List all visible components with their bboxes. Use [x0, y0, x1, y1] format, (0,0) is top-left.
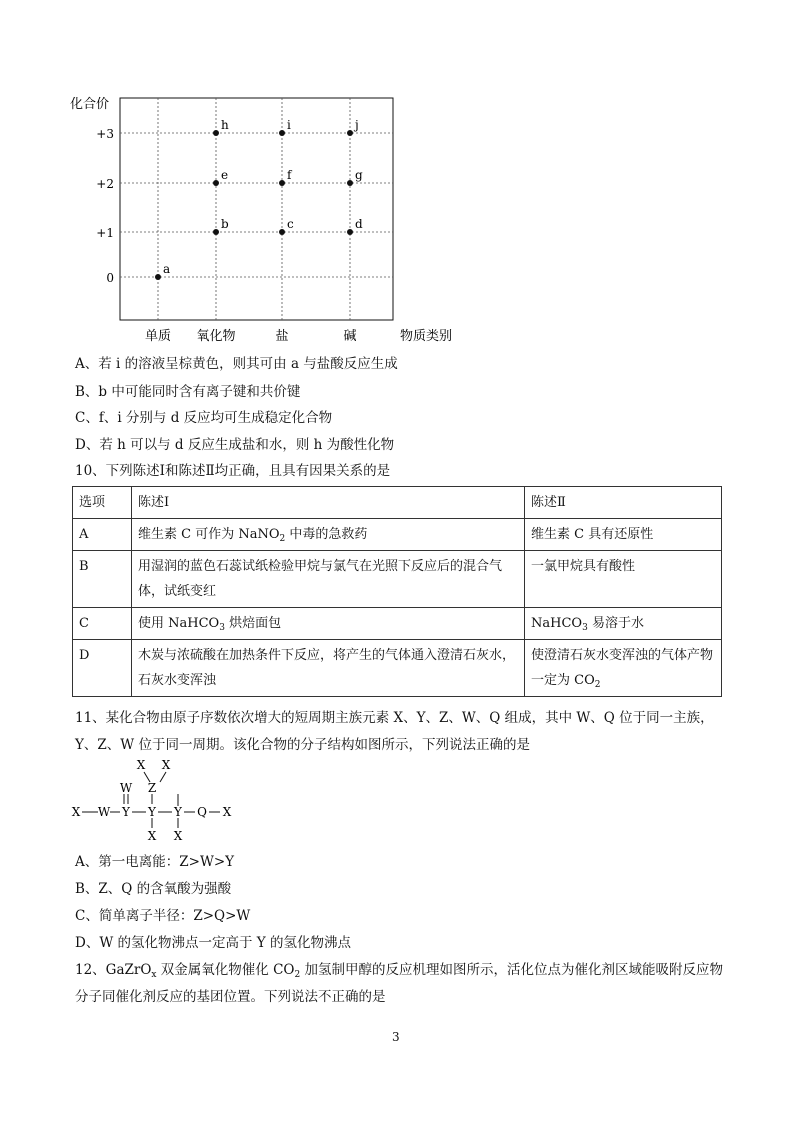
- atom-label: W: [119, 781, 133, 795]
- atom-label: Y: [122, 805, 130, 819]
- data-point-label: b: [221, 217, 229, 231]
- atom-label: Q: [197, 805, 207, 819]
- q10-row-statement1: 使用 NaHCO$_3$ 烘焙面包: [132, 608, 525, 640]
- chart-plot-area: [70, 97, 452, 344]
- y-axis-label: 化合价: [70, 97, 110, 112]
- q11-option-d: D、W 的氢化物沸点一定高于 Y 的氢化物沸点: [75, 935, 351, 951]
- atom-label: Y: [174, 805, 182, 819]
- q9-option-b: B、b 中可能同时含有离子键和共价键: [75, 384, 301, 400]
- atom-label: X: [147, 829, 157, 843]
- valence-category-chart: [60, 88, 480, 348]
- q10-table: [72, 486, 722, 697]
- data-point-i: [279, 130, 285, 136]
- q10-stem: 10、下列陈述Ⅰ和陈述Ⅱ均正确，且具有因果关系的是: [75, 463, 391, 479]
- data-point-label: g: [355, 168, 363, 182]
- q10-row-statement1: 用湿润的蓝色石蕊试纸检验甲烷与氯气在光照下反应后的混合气体，试纸变红: [132, 551, 525, 608]
- y-tick-label: +1: [96, 226, 114, 240]
- y-tick-label: +3: [96, 127, 114, 141]
- data-point-e: [213, 180, 219, 186]
- q9-option-d: D、若 h 可以与 d 反应生成盐和水，则 h 为酸性化物: [75, 437, 395, 453]
- q10-row-statement2: 一氯甲烷具有酸性: [525, 551, 722, 608]
- q10-row-statement1: 木炭与浓硫酸在加热条件下反应，将产生的气体通入澄清石灰水，石灰水变浑浊: [132, 640, 525, 697]
- x-tick-label: 单质: [144, 329, 172, 344]
- atom-label: X: [222, 805, 232, 819]
- atom-label: X: [71, 805, 81, 819]
- y-tick-label: +2: [96, 177, 114, 191]
- q10-row-statement1: 维生素 C 可作为 NaNO$_2$ 中毒的急救药: [132, 519, 525, 551]
- q11-option-a: A、第一电离能：Z>W>Y: [75, 854, 235, 870]
- data-point-f: [279, 180, 285, 186]
- q10-row-d: [73, 640, 722, 697]
- q10-row-statement2: NaHCO$_3$ 易溶于水: [525, 608, 722, 640]
- data-point-b: [213, 229, 219, 235]
- atom-label: W: [97, 805, 111, 819]
- q9-option-c: C、f、i 分别与 d 反应均可生成稳定化合物: [75, 410, 333, 426]
- q10-row-a: [73, 519, 722, 551]
- q10-row-option: B: [73, 551, 132, 608]
- q10-header-row: [73, 487, 722, 519]
- q11-stem-line2: Y、Z、W 位于同一周期。该化合物的分子结构如图所示，下列说法正确的是: [75, 737, 530, 753]
- atom-label: X: [161, 758, 171, 772]
- data-point-g: [347, 180, 353, 186]
- q10-row-statement2: 维生素 C 具有还原性: [525, 519, 722, 551]
- q11-molecule-structure: [62, 752, 252, 844]
- data-point-label: e: [221, 168, 229, 182]
- q10-row-option: D: [73, 640, 132, 697]
- x-axis-label: 物质类别: [400, 329, 453, 344]
- data-point-label: a: [163, 262, 171, 276]
- x-tick-label: 碱: [343, 329, 357, 344]
- atom-label: Z: [147, 781, 157, 795]
- data-point-label: j: [355, 118, 359, 132]
- q12-stem-line2: 分子同催化剂反应的基团位置。下列说法不正确的是: [75, 989, 386, 1005]
- y-tick-label: 0: [106, 271, 114, 285]
- q10-row-b: [73, 551, 722, 608]
- bond: [160, 772, 166, 782]
- data-point-label: h: [221, 118, 229, 132]
- atom-label: X: [173, 829, 183, 843]
- data-point-label: c: [287, 217, 294, 231]
- q10-row-option: A: [73, 519, 132, 551]
- q10-header-statement2: 陈述Ⅱ: [525, 487, 722, 519]
- q10-header-option: 选项: [73, 487, 132, 519]
- q11-stem-line1: 11、某化合物由原子序数依次增大的短周期主族元素 X、Y、Z、W、Q 组成，其中 W、Q 位于同一主族，: [75, 710, 714, 726]
- q12-stem-line1: 12、GaZrO$_x$ 双金属氧化物催化 $CO_2$ 加氢制甲醇的反应机理如图所示，活化位点为催化剂区域能吸附反应物: [75, 962, 724, 980]
- page-number: 3: [392, 1030, 400, 1044]
- x-tick-label: 氧化物: [196, 329, 236, 344]
- data-point-h: [213, 130, 219, 136]
- q10-row-option: C: [73, 608, 132, 640]
- data-point-d: [347, 229, 353, 235]
- data-point-j: [347, 130, 353, 136]
- atom-label: Y: [148, 805, 156, 819]
- q9-option-a: A、若 i 的溶液呈棕黄色，则其可由 a 与盐酸反应生成: [75, 356, 398, 372]
- q10-row-statement2: 使澄清石灰水变浑浊的气体产物一定为 $CO_2$: [525, 640, 722, 697]
- atom-label: X: [136, 758, 146, 772]
- data-point-c: [279, 229, 285, 235]
- q10-header-statement1: 陈述Ⅰ: [132, 487, 525, 519]
- data-point-label: d: [355, 217, 363, 231]
- x-tick-label: 盐: [275, 329, 289, 344]
- data-point-label: i: [287, 118, 291, 132]
- q11-option-c: C、简单离子半径：Z>Q>W: [75, 908, 251, 924]
- data-point-label: f: [287, 168, 292, 182]
- data-point-a: [155, 274, 161, 280]
- q11-option-b: B、Z、Q 的含氧酸为强酸: [75, 881, 232, 897]
- q10-row-c: [73, 608, 722, 640]
